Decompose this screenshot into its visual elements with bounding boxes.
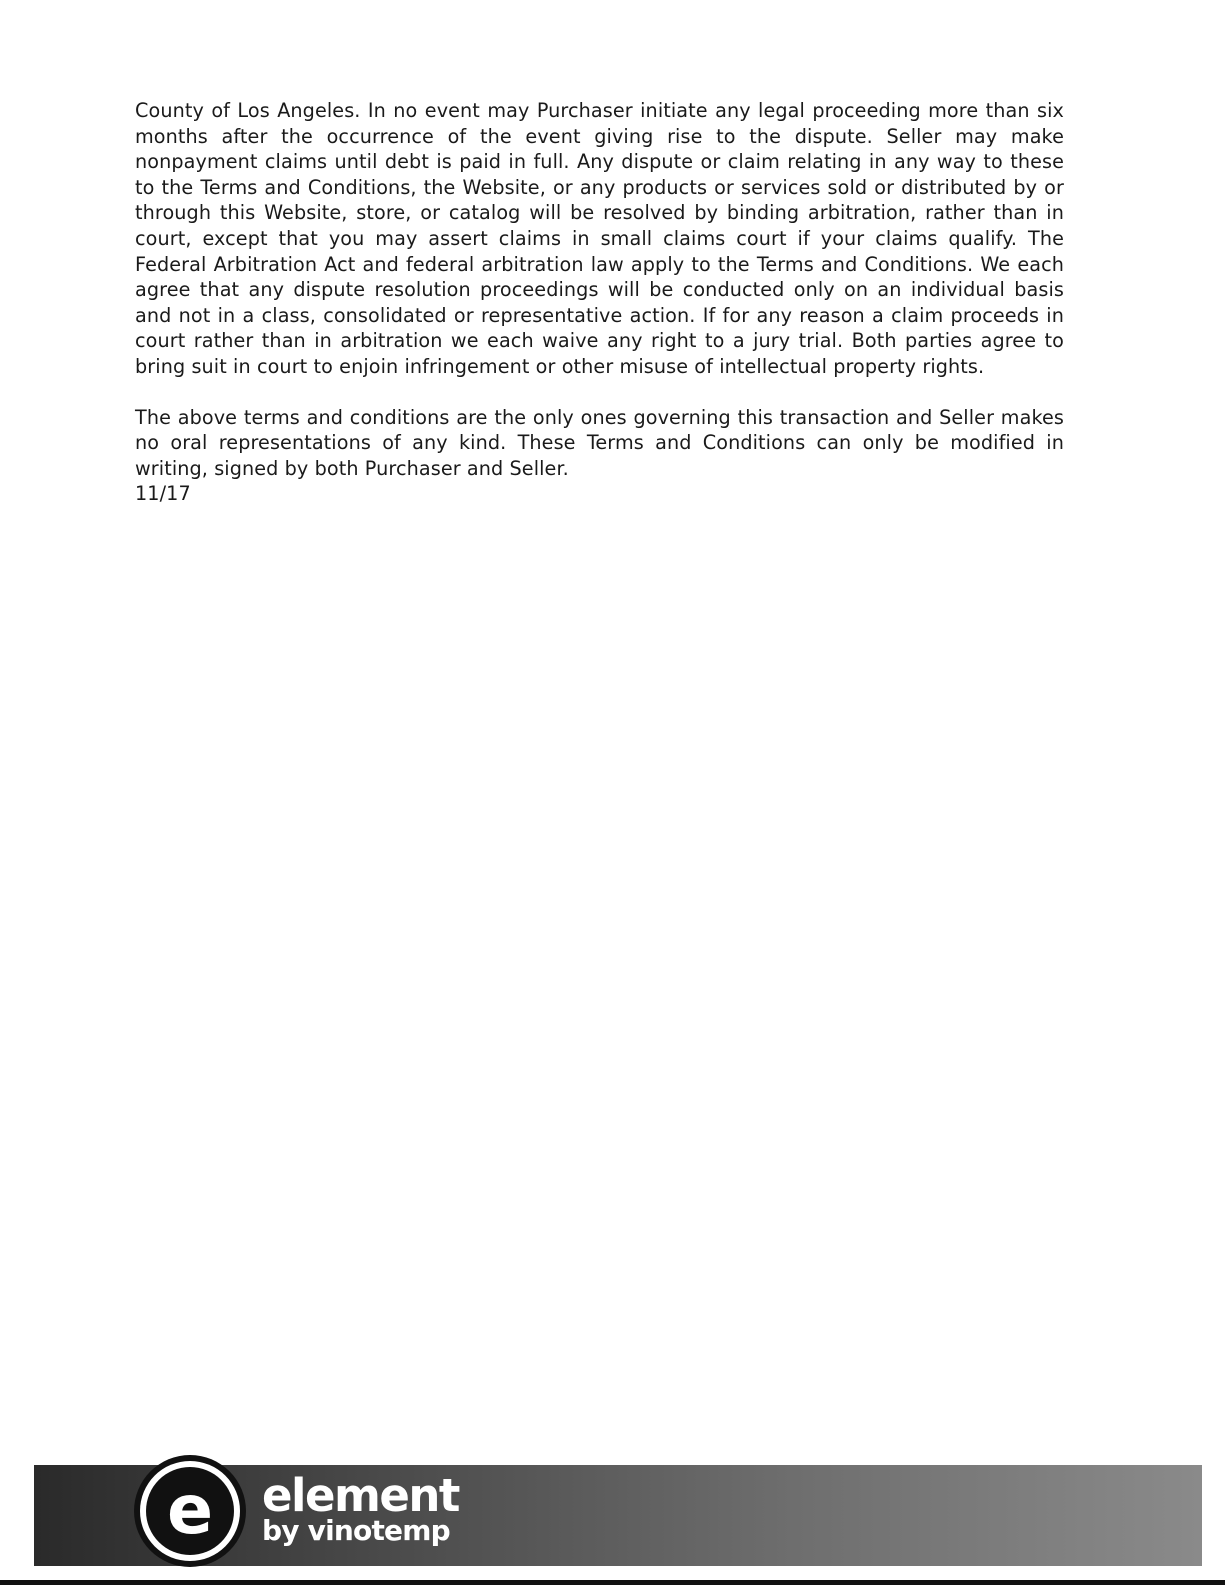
brand-wordmark [262,1469,459,1547]
terms-paragraph-governing-text: The above terms and conditions are the only ones governing this transaction and Seller makes no oral representations of any kind. These Terms and Conditions can only be modified in writing, signed by both Purchaser and Seller. [135,405,1064,480]
logo-letter: e [166,1471,214,1550]
bottom-divider [0,1580,1225,1585]
terms-body [135,98,1064,507]
brand-name: element [262,1469,459,1522]
brand-subtitle: by vinotemp [262,1514,450,1547]
terms-paragraph-dispute: County of Los Angeles. In no event may Purchaser initiate any legal proceeding more than six months after the occurrence of the event giving rise to the dispute. Seller may make nonpayment claims until debt is paid in full. Any dispute or claim relating in any way to these to the Terms and Conditions, the Website, or any products or services sold or distributed by or through this Website, store, or catalog will be resolved by binding arbitration, rather than in court, except that you may assert claims in small claims court if your claims qualify. The Federal Arbitration Act and federal arbitration law apply to the Terms and Conditions. We each agree that any dispute resolution proceedings will be conducted only on an individual basis and not in a class, consolidated or representative action. If for any reason a claim proceeds in court rather than in arbitration we each waive any right to a jury trial. Both parties agree to bring suit in court to enjoin infringement or other misuse of intellectual property rights. [135,99,1064,378]
revision-date-code: 11/17 [135,482,191,506]
terms-paragraph-governing [135,405,1064,507]
element-logo-icon [132,1453,248,1569]
